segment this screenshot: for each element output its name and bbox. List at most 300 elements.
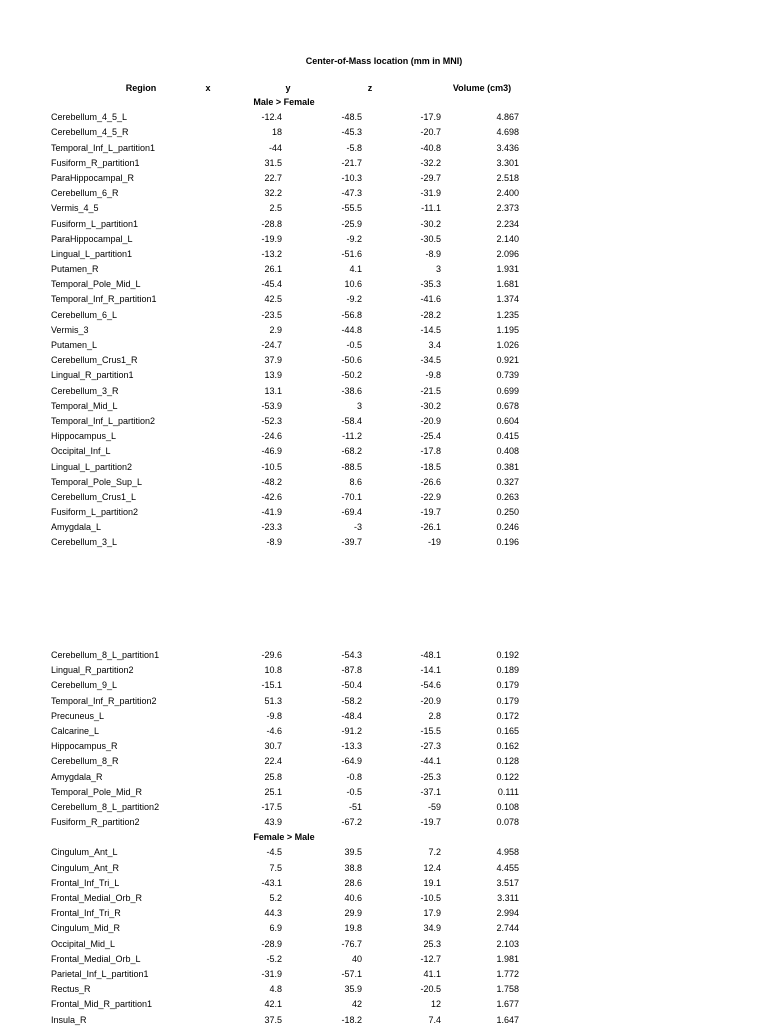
cell-z: 7.4 [428,1014,441,1025]
cell-y: 4.1 [349,264,362,275]
cell-z: -25.4 [420,431,441,442]
cell-x: 5.2 [269,893,282,903]
cell-region: Amygdala_L [51,522,102,533]
cell-y: -56.8 [341,309,362,320]
table-row [0,217,768,232]
cell-y: -47.3 [341,188,362,199]
cell-y: -50.4 [341,680,362,691]
cell-vol: 4.698 [496,127,519,138]
cell-z: -30.5 [420,233,441,244]
table-row [0,277,768,292]
header-volume: Volume (cm3) [452,83,512,93]
cell-z: -37.1 [420,786,441,797]
cell-region: Temporal_Inf_R_partition1 [51,294,157,305]
cell-z: -12.7 [420,953,441,964]
cell-vol: 0.165 [496,725,519,736]
cell-x: 13.1 [264,385,282,396]
cell-vol: 0.196 [496,537,519,548]
cell-region: Vermis_4_5 [51,203,99,214]
cell-region: Vermis_3 [51,324,89,335]
cell-x: -23.3 [261,522,282,533]
cell-z: -44.1 [420,756,441,767]
cell-vol: 0.327 [496,476,519,487]
table-title: Center-of-Mass location (mm in MNI) [305,56,463,66]
table-row [0,414,768,429]
cell-region: ParaHippocampal_R [51,172,135,183]
table-row [0,800,768,815]
table-row [0,535,768,550]
cell-z: -18.5 [420,461,441,472]
cell-region: Temporal_Pole_Sup_L [51,476,143,487]
cell-region: Cerebellum_8_R [51,756,119,767]
cell-y: -88.5 [341,461,362,472]
cell-vol: 1.758 [496,984,519,995]
table-row [0,952,768,967]
cell-z: 3.4 [428,340,441,350]
cell-vol: 3.517 [496,877,519,888]
cell-z: -48.1 [420,650,441,660]
cell-z: -34.5 [420,355,441,366]
cell-region: Cingulum_Ant_R [51,862,120,873]
cell-x: -10.5 [261,461,282,472]
cell-y: 19.8 [344,923,362,934]
cell-y: 35.9 [344,984,362,995]
cell-vol: 0.108 [496,801,519,812]
table-row [0,770,768,785]
table-row [0,368,768,383]
cell-region: Occipital_Mid_L [51,938,116,949]
cell-z: 12.4 [423,862,441,873]
cell-z: -30.2 [420,400,441,411]
cell-vol: 0.381 [496,461,519,472]
table-row [0,262,768,277]
section-male-female: Male > Female [253,97,315,107]
cell-y: -58.4 [341,415,362,426]
table-row [0,906,768,921]
cell-vol: 0.179 [496,695,519,706]
cell-vol: 0.162 [496,741,519,752]
table-row [0,876,768,891]
cell-region: Cerebellum_8_L_partition2 [51,801,160,812]
cell-y: 3 [356,400,362,411]
header-region: Region [125,83,157,93]
cell-y: 42 [351,999,362,1010]
cell-z: -29.7 [420,172,441,183]
table-row [0,967,768,982]
cell-vol: 1.772 [496,968,519,979]
cell-z: -8.9 [425,248,441,259]
table-block-1 [0,95,768,551]
cell-region: Cerebellum_Crus1_R [51,355,138,366]
cell-x: -28.8 [261,218,282,229]
cell-z: -14.1 [420,665,441,676]
header-z: z [367,83,373,93]
table-row [0,845,768,860]
cell-z: -19.7 [420,507,441,518]
cell-x: 13.9 [264,370,282,381]
cell-region: Amygdala_R [51,771,103,782]
cell-vol: 2.994 [496,908,519,919]
cell-vol: 0.415 [496,431,519,442]
cell-x: 51.3 [264,695,282,706]
cell-vol: 0.263 [496,491,519,502]
cell-z: -27.3 [420,741,441,752]
cell-y: -48.5 [341,112,362,123]
cell-vol: 2.744 [496,923,519,934]
cell-y: 8.6 [349,476,362,487]
cell-region: Frontal_Mid_R_partition1 [51,999,153,1010]
cell-x: 2.5 [269,203,282,214]
cell-x: -4.6 [266,725,282,736]
cell-vol: 4.867 [496,112,519,123]
cell-y: -3 [353,522,362,533]
cell-z: -32.2 [420,157,441,168]
cell-region: Calcarine_L [51,725,100,736]
cell-x: 26.1 [264,264,282,275]
cell-x: -43.1 [261,877,282,888]
cell-y: -54.3 [341,650,362,660]
cell-z: -26.6 [420,476,441,487]
cell-y: -51.6 [341,248,362,259]
cell-y: -70.1 [341,491,362,502]
cell-region: Fusiform_R_partition1 [51,157,140,168]
cell-y: -9.2 [346,294,362,305]
table-row [0,247,768,262]
cell-region: Cerebellum_Crus1_L [51,491,137,502]
cell-vol: 1.374 [496,294,519,305]
table-row [0,815,768,830]
cell-y: -69.4 [341,507,362,518]
cell-region: Putamen_R [51,264,99,275]
cell-y: 29.9 [344,908,362,919]
cell-y: -57.1 [341,968,362,979]
cell-y: -68.2 [341,446,362,457]
cell-vol: 4.455 [496,862,519,873]
cell-vol: 0.122 [496,771,519,782]
rows-block-2 [0,648,768,830]
cell-vol: 4.958 [496,847,519,858]
cell-y: -76.7 [341,938,362,949]
cell-vol: 0.678 [496,400,519,411]
cell-z: -20.9 [420,415,441,426]
cell-x: -29.6 [261,650,282,660]
cell-region: Insula_R [51,1014,87,1025]
cell-vol: 0.246 [496,522,519,533]
cell-z: 17.9 [423,908,441,919]
cell-x: 4.8 [269,984,282,995]
cell-vol: 3.311 [497,893,519,903]
cell-region: Temporal_Inf_L_partition2 [51,415,156,426]
cell-x: -45.4 [261,279,282,290]
cell-z: -28.2 [420,309,441,320]
cell-x: 18 [271,127,282,138]
cell-region: Hippocampus_L [51,431,117,442]
cell-x: -15.1 [261,680,282,691]
cell-x: -42.6 [261,491,282,502]
cell-y: -0.8 [346,771,362,782]
cell-x: -8.9 [266,537,282,548]
cell-region: Cerebellum_3_L [51,537,118,548]
cell-y: -18.2 [341,1014,362,1025]
cell-x: 10.8 [264,665,282,676]
cell-z: -19 [427,537,441,548]
cell-vol: 0.250 [496,507,519,518]
cell-y: -13.3 [341,741,362,752]
cell-x: -52.3 [261,415,282,426]
cell-vol: 2.373 [496,203,519,214]
table-row [0,292,768,307]
table-row [0,475,768,490]
cell-x: -5.2 [266,953,282,964]
cell-y: -67.2 [341,817,362,828]
cell-region: Cerebellum_6_L [51,309,118,320]
table-row [0,739,768,754]
table-row [0,694,768,709]
cell-region: Temporal_Pole_Mid_R [51,786,143,797]
cell-z: -31.9 [420,188,441,199]
header-y: y [285,83,291,93]
cell-x: -53.9 [261,400,282,411]
cell-y: -39.7 [341,537,362,548]
cell-region: Cerebellum_3_R [51,385,119,396]
cell-vol: 0.111 [497,786,519,797]
cell-region: Temporal_Mid_L [51,400,118,411]
cell-region: Fusiform_L_partition2 [51,507,139,518]
cell-x: -12.4 [261,112,282,123]
cell-z: -20.5 [420,984,441,995]
cell-y: -21.7 [341,157,362,168]
cell-vol: 2.518 [496,172,519,183]
cell-vol: 1.981 [496,953,519,964]
cell-x: 25.8 [264,771,282,782]
cell-y: -44.8 [341,324,362,335]
cell-x: -46.9 [261,446,282,457]
cell-region: Temporal_Inf_L_partition1 [51,142,156,153]
cell-x: 43.9 [264,817,282,828]
cell-y: -38.6 [341,385,362,396]
cell-z: -20.7 [420,127,441,138]
table-row [0,937,768,952]
cell-z: -20.9 [420,695,441,706]
cell-vol: 0.189 [496,665,519,676]
rows-block-3 [0,845,768,1027]
cell-y: 10.6 [344,279,362,290]
table-row [0,399,768,414]
cell-z: -11.1 [421,203,441,214]
cell-y: 40.6 [344,893,362,903]
cell-z: -41.6 [420,294,441,305]
cell-y: 40 [351,953,362,964]
cell-z: 41.1 [423,968,441,979]
cell-z: 19.1 [423,877,441,888]
cell-z: -10.5 [420,893,441,903]
cell-x: -9.8 [266,710,282,721]
cell-region: Cerebellum_6_R [51,188,119,199]
cell-region: Putamen_L [51,340,98,350]
table-row [0,323,768,338]
header-x: x [205,83,211,93]
cell-vol: 2.400 [496,188,519,199]
cell-region: Temporal_Pole_Mid_L [51,279,141,290]
cell-x: 32.2 [264,188,282,199]
cell-z: 12 [430,999,441,1010]
cell-vol: 2.234 [496,218,519,229]
cell-vol: 0.921 [496,355,519,366]
cell-x: -19.9 [261,233,282,244]
cell-x: -28.9 [261,938,282,949]
section-female-male: Female > Male [253,832,315,843]
table-row [0,663,768,678]
cell-y: -87.8 [341,665,362,676]
cell-vol: 1.931 [496,264,519,275]
cell-x: 7.5 [269,862,282,873]
cell-region: Lingual_L_partition2 [51,461,133,472]
table-row [0,141,768,156]
table-row [0,384,768,399]
cell-z: -15.5 [420,725,441,736]
cell-z: -35.3 [420,279,441,290]
cell-z: -17.9 [420,112,441,123]
cell-vol: 0.739 [496,370,519,381]
cell-z: -21.5 [420,385,441,396]
cell-x: 25.1 [264,786,282,797]
table-row [0,232,768,247]
cell-y: -55.5 [341,203,362,214]
table-row [0,891,768,906]
table-row [0,520,768,535]
cell-region: Cerebellum_4_5_R [51,127,129,138]
cell-vol: 1.681 [496,279,519,290]
cell-y: 39.5 [344,847,362,858]
cell-y: -5.8 [346,142,362,153]
cell-x: 6.9 [269,923,282,934]
cell-vol: 0.604 [496,415,519,426]
cell-z: -26.1 [420,522,441,533]
cell-y: -11.2 [342,431,362,442]
cell-x: 22.4 [264,756,282,767]
cell-z: 3 [435,264,441,275]
table-row [0,982,768,997]
table-row [0,353,768,368]
cell-vol: 2.140 [496,233,519,244]
cell-region: Frontal_Inf_Tri_R [51,908,121,919]
cell-x: 2.9 [269,324,282,335]
cell-y: -50.6 [341,355,362,366]
cell-y: -0.5 [346,786,362,797]
cell-region: Fusiform_R_partition2 [51,817,140,828]
cell-vol: 1.647 [496,1014,519,1025]
cell-region: Cerebellum_4_5_L [51,112,128,123]
cell-y: -25.9 [341,218,362,229]
cell-vol: 1.235 [496,309,519,320]
table-row [0,678,768,693]
rows-block-1 [0,110,768,550]
cell-x: -24.6 [261,431,282,442]
cell-vol: 3.301 [496,157,519,168]
cell-vol: 2.096 [496,248,519,259]
cell-z: -59 [427,801,441,812]
table-row [0,308,768,323]
cell-vol: 1.195 [496,324,519,335]
cell-z: 34.9 [423,923,441,934]
cell-x: -44 [268,142,282,153]
cell-y: -45.3 [341,127,362,138]
cell-region: Cingulum_Ant_L [51,847,118,858]
cell-x: -4.5 [266,847,282,858]
cell-z: -22.9 [420,491,441,502]
cell-region: Temporal_Inf_R_partition2 [51,695,157,706]
cell-y: 38.8 [344,862,362,873]
cell-vol: 0.408 [496,446,519,457]
cell-vol: 0.179 [496,680,519,691]
cell-vol: 0.699 [496,385,519,396]
cell-region: Precuneus_L [51,710,105,721]
cell-y: -91.2 [341,725,362,736]
cell-z: -54.6 [420,680,441,691]
table-row [0,997,768,1012]
cell-region: Lingual_L_partition1 [51,248,133,259]
cell-x: 44.3 [264,908,282,919]
table-row [0,505,768,520]
cell-vol: 2.103 [496,938,519,949]
cell-region: Cerebellum_9_L [51,680,118,691]
cell-z: 7.2 [428,847,441,858]
cell-region: Frontal_Medial_Orb_R [51,893,143,903]
table-row [0,724,768,739]
cell-y: -48.4 [341,710,362,721]
cell-x: 42.1 [264,999,282,1010]
cell-vol: 3.436 [496,142,519,153]
cell-x: 31.5 [264,157,282,168]
cell-x: 37.5 [264,1014,282,1025]
cell-vol: 0.172 [496,710,519,721]
cell-region: ParaHippocampal_L [51,233,133,244]
cell-region: Hippocampus_R [51,741,118,752]
table-row [0,1013,768,1028]
table-row [0,110,768,125]
cell-y: -58.2 [341,695,362,706]
cell-vol: 0.192 [496,650,519,660]
table-row [0,338,768,353]
table-block-2 [0,648,768,1028]
table-row [0,201,768,216]
cell-region: Parietal_Inf_L_partition1 [51,968,149,979]
cell-z: -19.7 [420,817,441,828]
cell-vol: 0.128 [496,756,519,767]
cell-x: 22.7 [264,172,282,183]
cell-z: -14.5 [420,324,441,335]
cell-z: -25.3 [420,771,441,782]
table-row [0,171,768,186]
cell-x: 30.7 [264,741,282,752]
table-row [0,754,768,769]
cell-z: 25.3 [423,938,441,949]
cell-region: Fusiform_L_partition1 [51,218,139,229]
table-row [0,125,768,140]
cell-x: -23.5 [261,309,282,320]
cell-y: -9.2 [346,233,362,244]
cell-x: -17.5 [261,801,282,812]
cell-y: -50.2 [341,370,362,381]
cell-y: 28.6 [344,877,362,888]
cell-region: Cingulum_Mid_R [51,923,121,934]
table-row [0,156,768,171]
table-row [0,709,768,724]
cell-vol: 1.677 [496,999,519,1010]
cell-x: -41.9 [261,507,282,518]
table-row [0,648,768,663]
cell-region: Occipital_Inf_L [51,446,111,457]
